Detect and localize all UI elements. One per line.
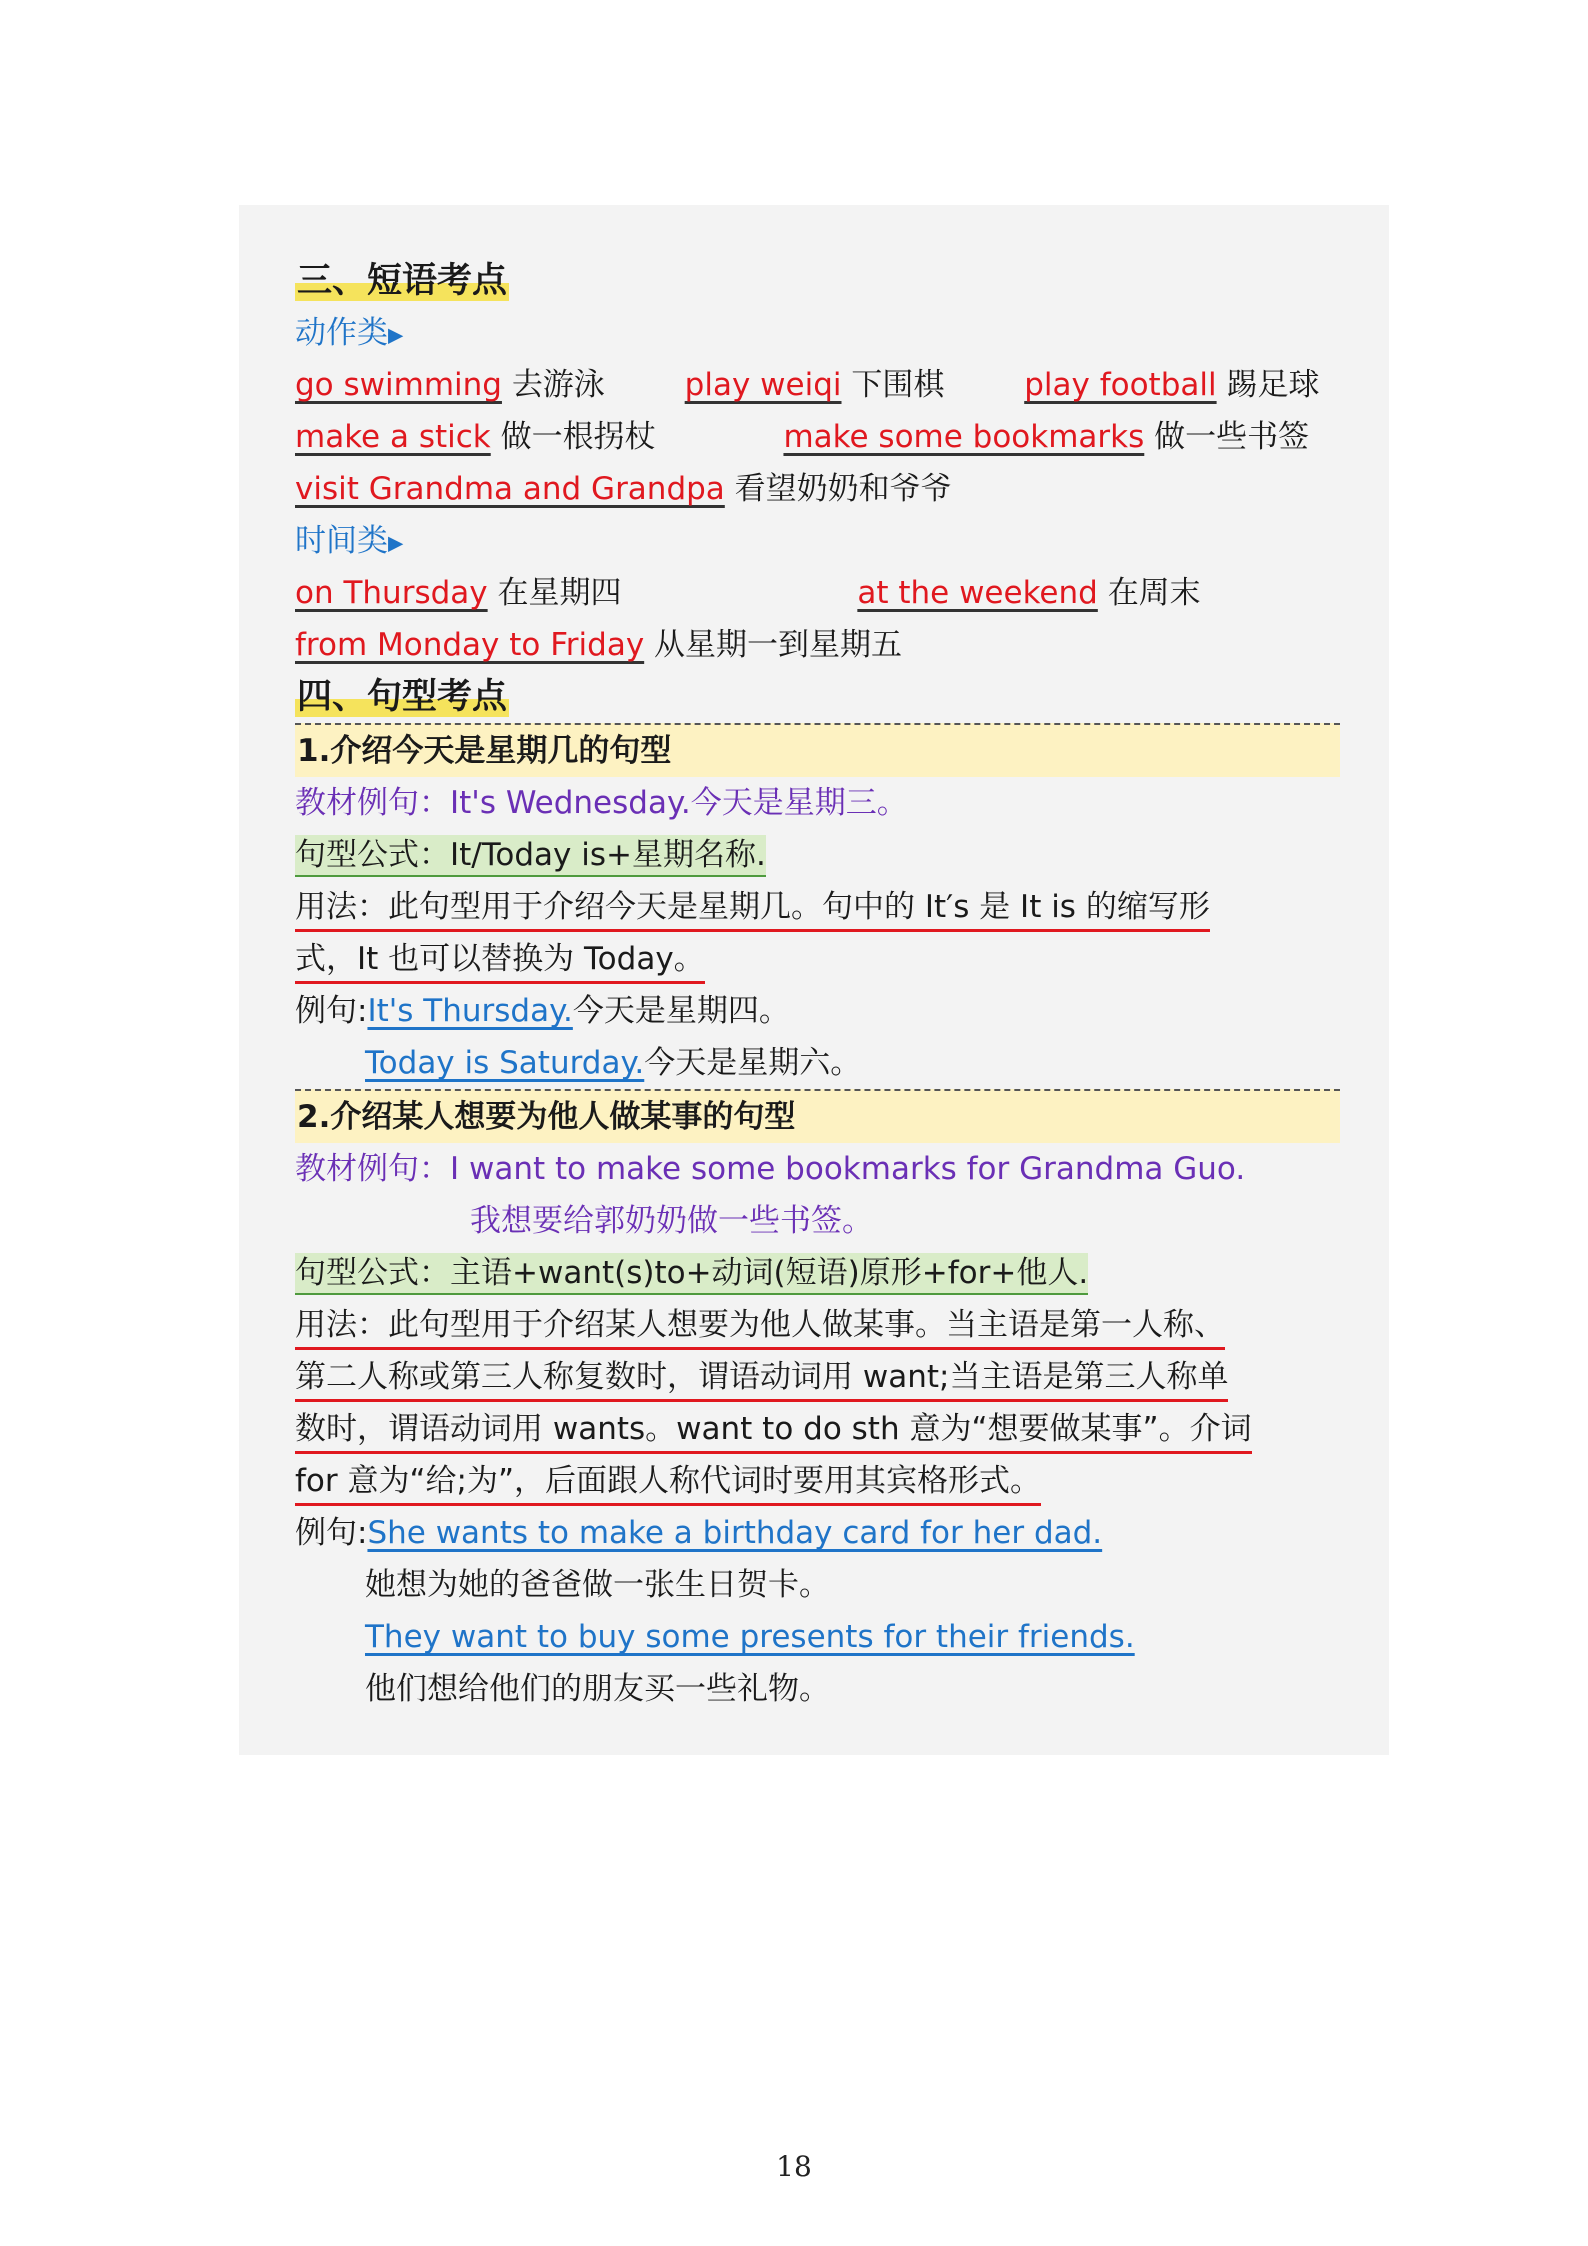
phrase-zh: 做一些书签 [1154,419,1310,455]
pattern-1-formula-row [295,829,1340,881]
pattern-1-usage-row [295,933,1340,985]
pattern-2-textbook-example: 教材例句：I want to make some bookmarks for Grandma Guo. [295,1151,1246,1187]
example-zh: 今天是星期四。 [572,993,790,1029]
pattern-2-example-translation: 她想为她的爸爸做一张生日贺卡。 [365,1567,830,1603]
phrase-row [295,359,1340,411]
pattern-2-heading: 2.介绍某人想要为他人做某事的句型 [295,1089,1340,1143]
pattern-1-usage: 用法：此句型用于介绍今天是星期几。句中的 It′s 是 It is 的缩写形 [295,885,1210,932]
section-4-title: 四、句型考点 [297,677,508,717]
phrase-zh: 下围棋 [851,367,945,403]
action-category: 动作类▶ [295,315,404,351]
example-en: It's Thursday. [367,993,573,1029]
page-number: 18 [776,2150,812,2183]
pattern-2-formula-row [295,1247,1340,1299]
phrase-en: from Monday to Friday [295,627,645,663]
pattern-2-usage-row [295,1351,1340,1403]
play-arrow-icon: ▶ [388,530,404,555]
phrase-en: make some bookmarks [783,419,1145,455]
section-3-title: 三、短语考点 [297,261,508,301]
example-en: Today is Saturday. [365,1045,645,1081]
play-arrow-icon: ▶ [388,322,404,347]
pattern-2-formula: 句型公式：主语+want(s)to+动词(短语)原形+for+他人. [295,1253,1088,1295]
notes-content [295,255,1340,1715]
phrase-row [295,463,1340,515]
pattern-1-heading: 1.介绍今天是星期几的句型 [295,723,1340,777]
example-label: 例句: [295,1515,368,1551]
pattern-1-textbook-example: 教材例句：It's Wednesday.今天是星期三。 [295,785,908,821]
example-en: She wants to make a birthday card for her dad. [367,1515,1103,1551]
phrase-en: at the weekend [857,575,1098,611]
phrase-row [295,411,1340,463]
example-label: 例句: [295,993,368,1029]
pattern-2-example-row [295,1507,1340,1559]
example-en: They want to buy some presents for their friends. [365,1619,1135,1655]
pattern-2-usage: 数时，谓语动词用 wants。want to do sth 意为“想要做某事”。介词 [295,1407,1252,1454]
pattern-1-usage: 式，It 也可以替换为 Today。 [295,937,705,984]
pattern-1-usage-row [295,881,1340,933]
example-zh: 今天是星期六。 [644,1045,862,1081]
phrase-zh: 在周末 [1107,575,1201,611]
phrase-zh: 踢足球 [1226,367,1320,403]
phrase-en: make a stick [295,419,491,455]
phrase-zh: 做一根拐杖 [500,419,656,455]
phrase-en: go swimming [295,367,502,403]
phrase-row [295,567,1340,619]
phrase-zh: 看望奶奶和爷爷 [734,471,952,507]
pattern-1-example-row [295,985,1340,1037]
phrase-zh: 去游泳 [511,367,605,403]
phrase-en: visit Grandma and Grandpa [295,471,725,507]
pattern-2-usage: for 意为“给;为”，后面跟人称代词时要用其宾格形式。 [295,1459,1041,1506]
pattern-2-textbook-translation: 我想要给郭奶奶做一些书签。 [470,1203,873,1239]
phrase-zh: 在星期四 [497,575,622,611]
pattern-2-example-translation: 他们想给他们的朋友买一些礼物。 [365,1671,830,1707]
pattern-2-usage-row [295,1455,1340,1507]
pattern-1-example-row [295,1037,1340,1089]
pattern-2-usage: 第二人称或第三人称复数时，谓语动词用 want;当主语是第三人称单 [295,1355,1228,1402]
pattern-2-usage: 用法：此句型用于介绍某人想要为他人做某事。当主语是第一人称、 [295,1303,1225,1350]
phrase-zh: 从星期一到星期五 [654,627,903,663]
pattern-2-usage-row [295,1299,1340,1351]
pattern-2-usage-row [295,1403,1340,1455]
phrase-en: play football [1024,367,1217,403]
phrase-en: play weiqi [684,367,842,403]
pattern-1-formula: 句型公式：It/Today is+星期名称. [295,835,766,877]
pattern-2-example-row [295,1611,1340,1663]
phrase-row [295,619,1340,671]
time-category: 时间类▶ [295,523,404,559]
phrase-en: on Thursday [295,575,488,611]
